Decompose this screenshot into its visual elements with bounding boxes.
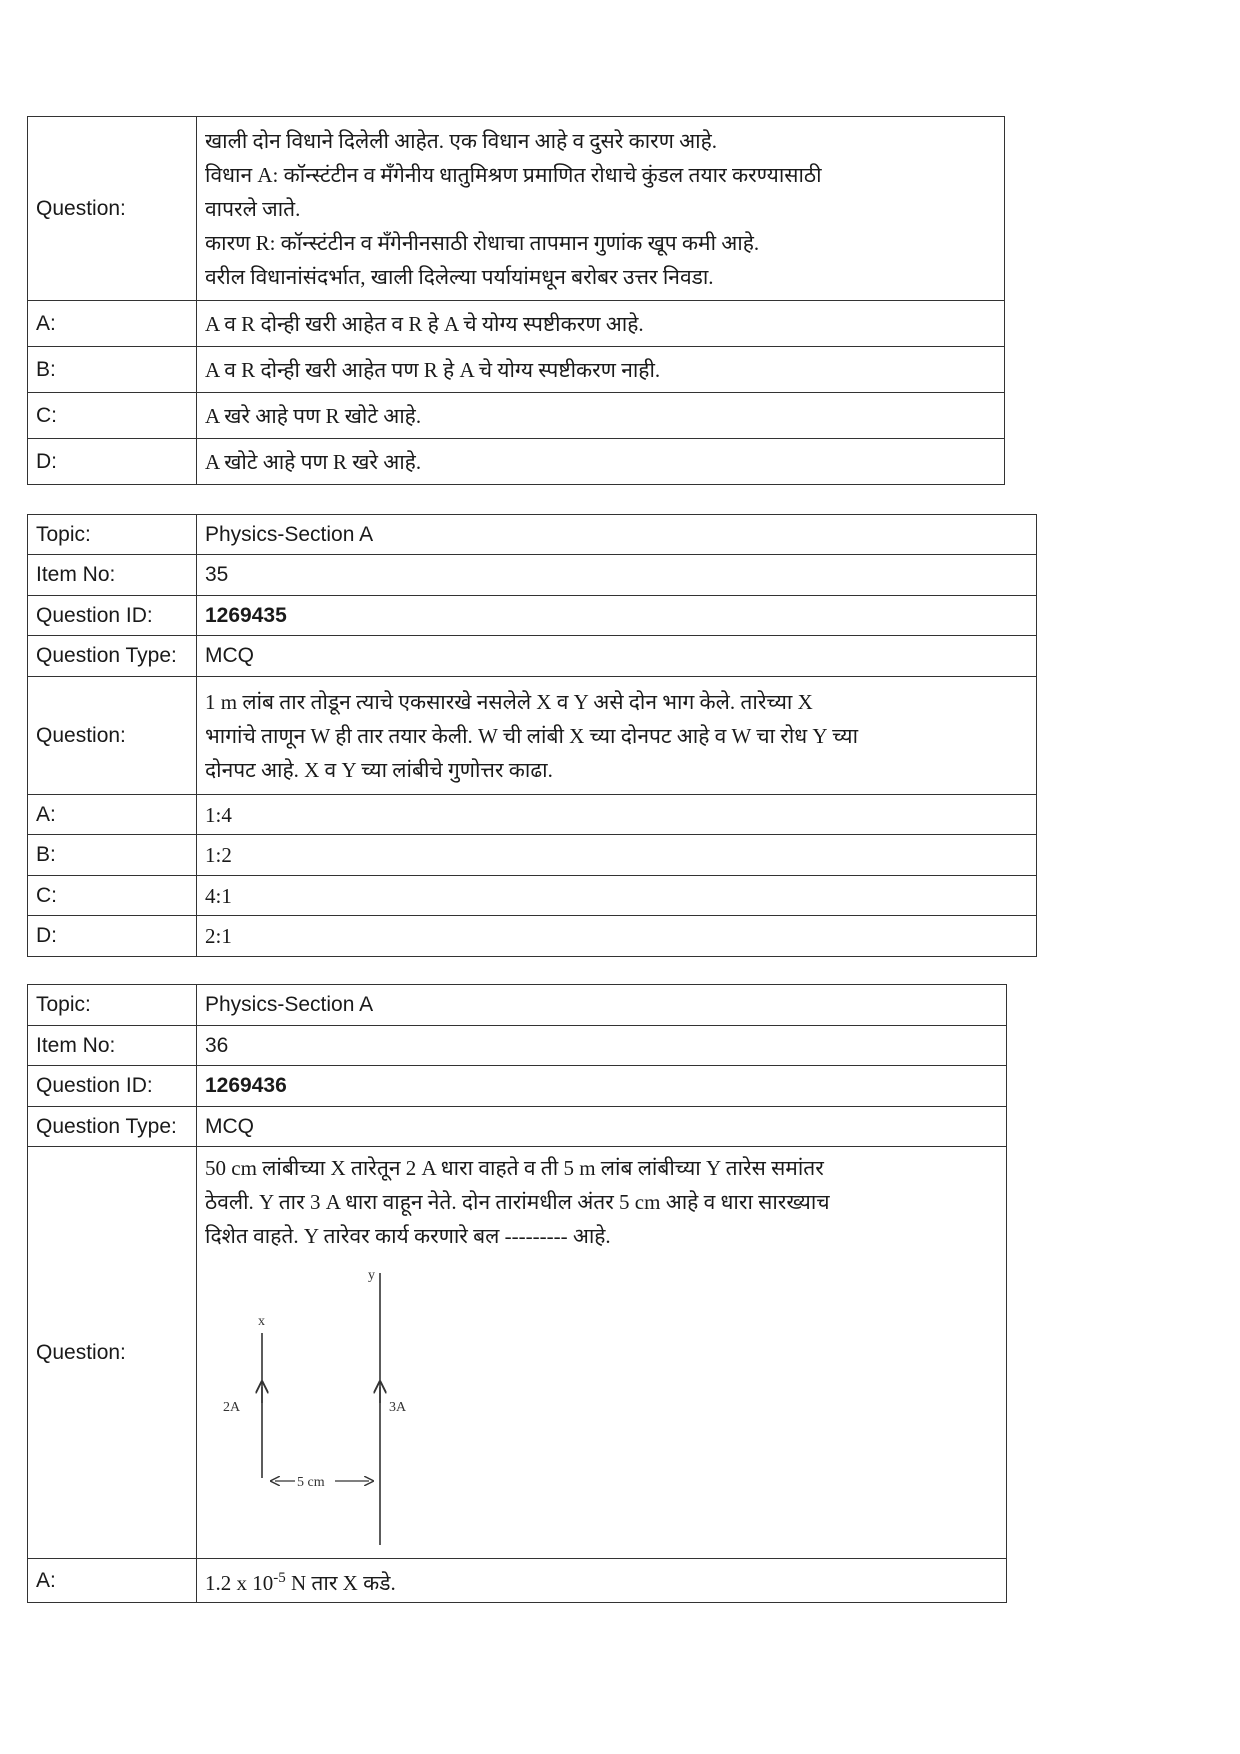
- item-no-label: Item No:: [28, 555, 197, 596]
- question-line: 50 cm लांबीच्या X तारेतून 2 A धारा वाहते व ती 5 m लांब लांबीच्या Y तारेस समांतर: [205, 1156, 824, 1180]
- question-line: विधान A: कॉन्स्टंटीन व मँगेनीय धातुमिश्रण प्रमाणित रोधाचे कुंडल तयार करण्यासाठी: [205, 162, 822, 187]
- question-type-label: Question Type:: [28, 1107, 197, 1147]
- question-line: दिशेत वाहते. Y तारेवर कार्य करणारे बल --------- आहे.: [205, 1224, 611, 1248]
- option-b-text: A व R दोन्ही खरी आहेत पण R हे A चे योग्य स्पष्टीकरण नाही.: [197, 347, 1005, 393]
- question-label: Question:: [28, 677, 197, 795]
- option-d-text: 2:1: [197, 916, 1037, 957]
- question-line: ठेवली. Y तार 3 A धारा वाहून नेते. दोन तारांमधील अंतर 5 cm आहे व धारा सारख्याच: [205, 1190, 830, 1214]
- label-y: y: [368, 1268, 375, 1283]
- question-line: वरील विधानांसंदर्भात, खाली दिलेल्या पर्यायांमधून बरोबर उत्तर निवडा.: [205, 264, 714, 289]
- question-line: कारण R: कॉन्स्टंटीन व मँगेनीनसाठी रोधाचा तापमान गुणांक खूप कमी आहे.: [205, 230, 760, 255]
- item-no-value: 36: [197, 1026, 1007, 1066]
- option-a-label: A:: [28, 795, 197, 835]
- topic-value: Physics-Section A: [197, 515, 1037, 555]
- option-b-label: B:: [28, 347, 197, 393]
- topic-label: Topic:: [28, 985, 197, 1026]
- question-id-label: Question ID:: [28, 1066, 197, 1107]
- option-b-text: 1:2: [197, 835, 1037, 876]
- parallel-wires-diagram: [213, 1263, 433, 1548]
- option-d-text: A खोटे आहे पण R खरे आहे.: [197, 439, 1005, 485]
- option-a-label: A:: [28, 1559, 197, 1603]
- option-a-label: A:: [28, 301, 197, 347]
- question-line: दोनपट आहे. X व Y च्या लांबीचे गुणोत्तर काढा.: [205, 757, 553, 782]
- distance-label: 5 cm: [297, 1475, 325, 1490]
- item-no-value: 35: [197, 555, 1037, 596]
- option-a-suffix: N तार X कडे.: [285, 1571, 396, 1595]
- question-type-label: Question Type:: [28, 636, 197, 677]
- question-text: [197, 677, 1037, 795]
- topic-value: Physics-Section A: [197, 985, 1007, 1026]
- question-label: Question:: [28, 117, 197, 301]
- question-label: Question:: [28, 1147, 197, 1559]
- option-c-text: A खरे आहे पण R खोटे आहे.: [197, 393, 1005, 439]
- question-id-value: 1269436: [197, 1066, 1007, 1107]
- question-block-35: [27, 514, 1037, 957]
- question-block-34: [27, 116, 1005, 485]
- question-block-36: [27, 984, 1007, 1603]
- question-type-value: MCQ: [197, 1107, 1007, 1147]
- question-line: 1 m लांब तार तोडून त्याचे एकसारखे नसलेले X व Y असे दोन भाग केले. तारेच्या X: [205, 689, 813, 714]
- option-c-label: C:: [28, 876, 197, 916]
- option-a-prefix: 1.2 x 10: [205, 1571, 274, 1595]
- question-id-value: 1269435: [197, 596, 1037, 636]
- option-b-label: B:: [28, 835, 197, 876]
- option-d-label: D:: [28, 439, 197, 485]
- current-label-y: 3A: [389, 1400, 407, 1415]
- question-text: [197, 117, 1005, 301]
- question-text: [197, 1147, 1007, 1559]
- question-line: भागांचे ताणून W ही तार तयार केली. W ची लांबी X च्या दोनपट आहे व W चा रोध Y च्या: [205, 723, 859, 748]
- question-line: वापरले जाते.: [205, 196, 301, 221]
- option-a-text: 1:4: [197, 795, 1037, 835]
- option-d-label: D:: [28, 916, 197, 957]
- option-c-label: C:: [28, 393, 197, 439]
- option-a-text: A व R दोन्ही खरी आहेत व R हे A चे योग्य स्पष्टीकरण आहे.: [197, 301, 1005, 347]
- label-x: x: [258, 1314, 265, 1329]
- item-no-label: Item No:: [28, 1026, 197, 1066]
- option-c-text: 4:1: [197, 876, 1037, 916]
- wires-svg: [213, 1263, 433, 1548]
- question-id-label: Question ID:: [28, 596, 197, 636]
- current-label-x: 2A: [223, 1400, 241, 1415]
- option-a-text: [197, 1559, 1007, 1603]
- topic-label: Topic:: [28, 515, 197, 555]
- option-a-exponent: -5: [273, 1570, 286, 1586]
- question-line: खाली दोन विधाने दिलेली आहेत. एक विधान आहे व दुसरे कारण आहे.: [205, 128, 718, 153]
- question-type-value: MCQ: [197, 636, 1037, 677]
